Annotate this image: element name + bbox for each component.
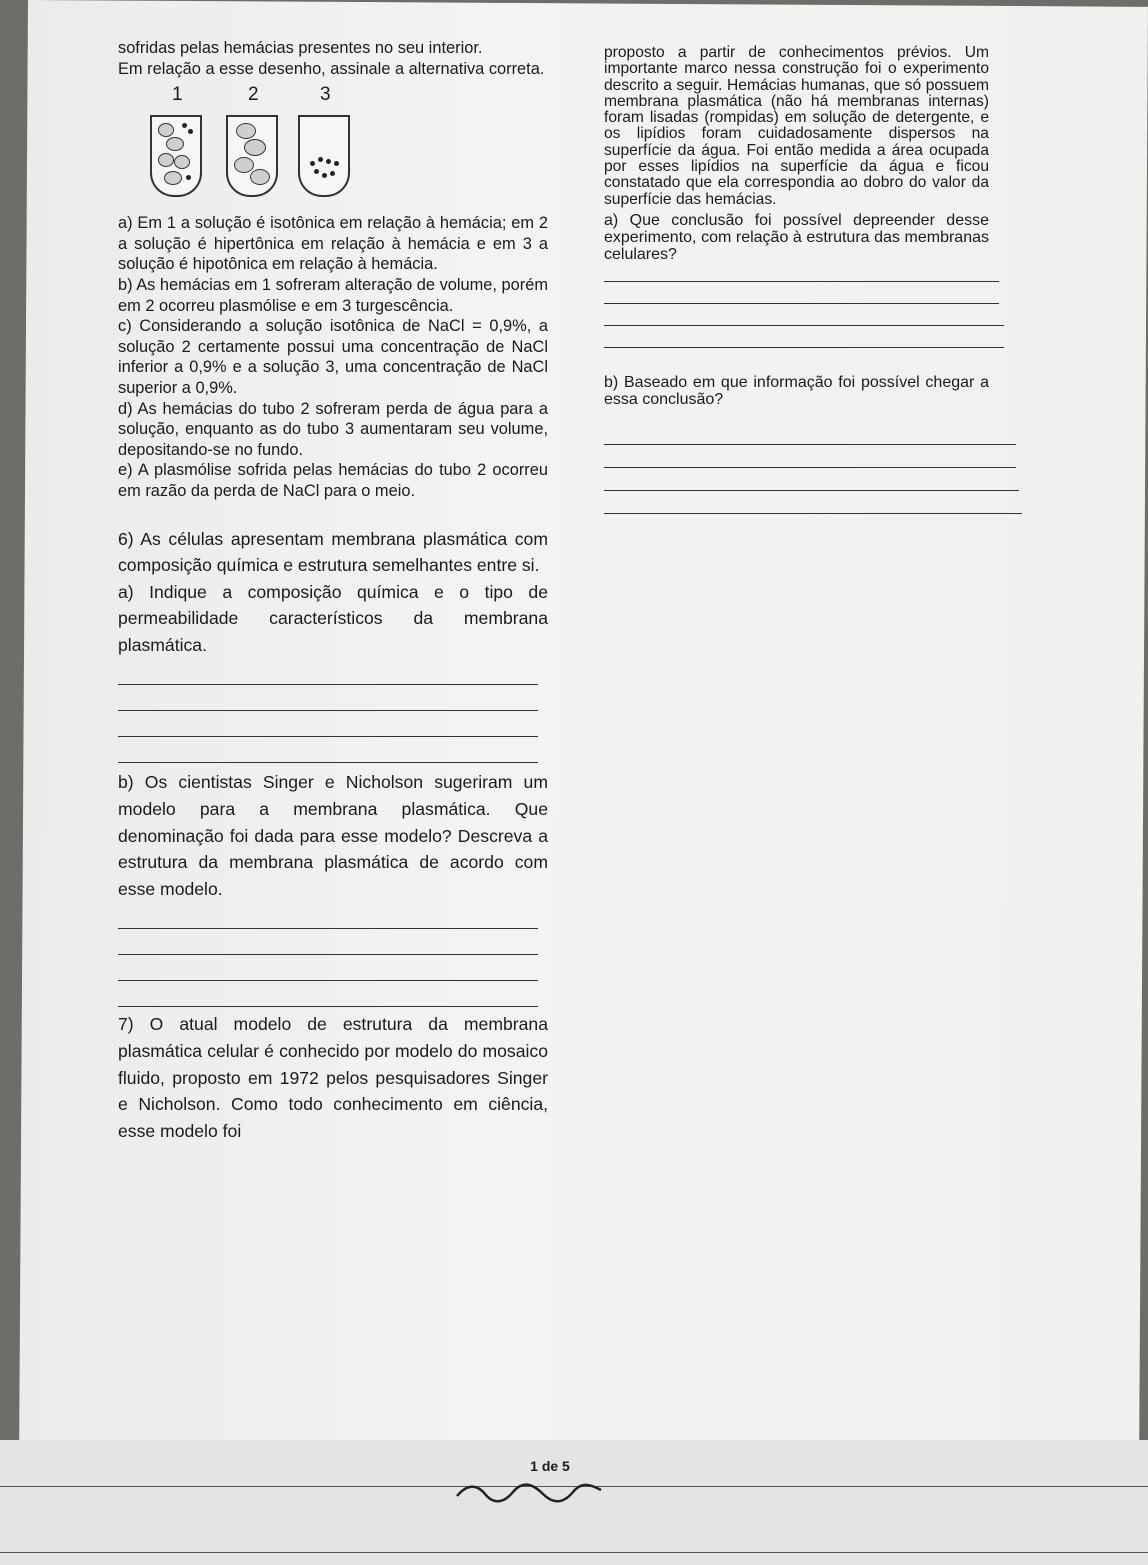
tube-2 (226, 117, 278, 197)
particle (310, 161, 315, 166)
tube-3 (298, 117, 350, 197)
answer-line[interactable] (604, 444, 1016, 445)
particle (322, 173, 327, 178)
option-a: a) Em 1 a solução é isotônica em relação à hemácia; em 2 a solução é hipertônica em relação à hemácia e em 3 a solução é hipotônica em relação à hemácia. (118, 214, 548, 274)
answer-line[interactable] (118, 736, 538, 737)
answer-line[interactable] (118, 684, 538, 685)
page-number-text: 1 de 5 (530, 1458, 570, 1474)
question-6-intro: 6) As células apresentam membrana plasmática com composição química e estrutura semelhantes entre si. (118, 528, 548, 576)
hemacia (166, 137, 184, 151)
particle (314, 169, 319, 174)
hemacia (174, 155, 190, 169)
question-right-a: a) Que conclusão foi possível depreender desse experimento, com relação à estrutura das membranas celulares? (604, 211, 989, 263)
hemacia (250, 169, 270, 185)
page-number (0, 1458, 1148, 1474)
option-d: d) As hemácias do tubo 2 sofreram perda de água para a solução, enquanto as do tubo 3 aumentaram seu volume, depositando-se no fundo. (118, 399, 548, 459)
signature-scribble-icon (455, 1482, 605, 1504)
particle (334, 161, 339, 166)
answer-lines-6a (118, 684, 548, 763)
answer-line[interactable] (604, 303, 999, 304)
answer-line[interactable] (604, 490, 1019, 491)
tube-label-2: 2 (248, 84, 259, 106)
under-sheet-edge-bottom (0, 1552, 1148, 1553)
particle (318, 157, 323, 162)
option-e: e) A plasmólise sofrida pelas hemácias do tubo 2 ocorreu em razão da perda de NaCl para o meio. (118, 461, 548, 500)
answer-line[interactable] (604, 325, 1004, 326)
right-column (604, 45, 989, 514)
question-intro: sofridas pelas hemácias presentes no seu interior. (118, 39, 483, 57)
answer-line[interactable] (118, 1006, 538, 1007)
question-6a: a) Indique a composição química e o tipo de permeabilidade característicos da membrana plasmática. (118, 581, 548, 655)
option-b: b) As hemácias em 1 sofreram alteração de volume, porém em 2 ocorreu plasmólise e em 3 turgescência. (118, 275, 548, 315)
option-c: c) Considerando a solução isotônica de NaCl = 0,9%, a solução 2 certamente possui uma concentração de NaCl inferior a 0,9% e a solução 3, uma concentração de NaCl superior a 0,9%. (118, 317, 548, 397)
answer-line[interactable] (118, 980, 538, 981)
answer-line[interactable] (604, 347, 1004, 348)
question-right-b: b) Baseado em que informação foi possível chegar a essa conclusão? (604, 373, 989, 408)
question-6b: b) Os cientistas Singer e Nicholson sugeriram um modelo para a membrana plasmática. Que denominação foi dada para esse modelo? Descreva a estrutura da membrana plasmática de acordo com esse modelo. (118, 772, 548, 899)
hemacia (234, 157, 254, 173)
question-instruction: Em relação a esse desenho, assinale a alternativa correta. (118, 59, 545, 78)
answer-line[interactable] (118, 762, 538, 763)
answer-line[interactable] (604, 467, 1016, 468)
hemacia (164, 171, 182, 185)
hemacia (158, 153, 174, 167)
question-7: 7) O atual modelo de estrutura da membrana plasmática celular é conhecido por modelo do mosaico fluido, proposto em 1972 pelos pesquisadores Singer e Nicholson. Como todo conhecimento em ciência, esse modelo foi (118, 1014, 548, 1141)
hemacia (236, 123, 256, 139)
left-column (118, 38, 548, 1144)
answer-line[interactable] (118, 710, 538, 711)
particle (188, 129, 193, 134)
answer-line[interactable] (604, 281, 999, 282)
tube-label-3: 3 (320, 84, 331, 106)
particle (326, 159, 331, 164)
answer-line[interactable] (604, 513, 1022, 514)
tube-label-1: 1 (172, 84, 183, 106)
particle (330, 171, 335, 176)
hemacia (244, 139, 266, 156)
hemacia (158, 123, 174, 137)
question-6 (118, 526, 548, 1145)
answer-lines-right-b (604, 444, 989, 514)
particle (186, 175, 191, 180)
answer-line[interactable] (118, 928, 538, 929)
particle (182, 123, 187, 128)
answer-lines-6b (118, 928, 548, 1007)
tube-1 (150, 117, 202, 197)
experiment-text: proposto a partir de conhecimentos prévios. Um importante marco nessa construção foi o experimento descrito a seguir. Hemácias humanas, que só possuem membrana plasmática (não há membranas internas) foram lisadas (rompidas) em solução de detergente, e os lipídios foram cuidadosamente dispersos na superfície da água. Foi então medida a área ocupada por esses lipídios na superfície da água e ficou constatado que ela correspondia ao dobro do valor da superfície das hemácias. (604, 44, 989, 208)
answer-lines-right-a (604, 281, 989, 348)
test-tubes-figure (150, 85, 548, 195)
answer-line[interactable] (118, 954, 538, 955)
